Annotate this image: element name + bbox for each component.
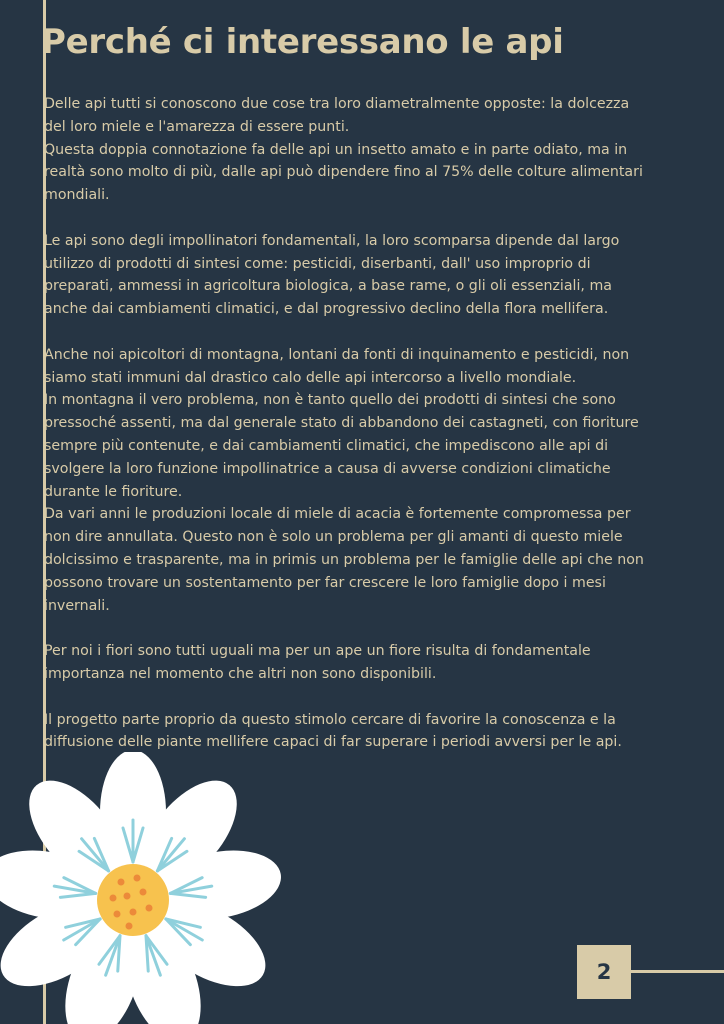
body-text [44,93,644,777]
paragraph-3: Anche noi apicoltori di montagna, lontani da fonti di inquinamento e pesticidi, non siamo stati immuni dal drastico calo delle api intercorso a livello mondiale. In montagna il vero problema, non è tanto quello dei prodotti di sintesi che sono pressoché assenti, ma dal generale stato di abbandono dei castagneti, con fioriture sempre più contenute, e dai cambiamenti climatici, che impediscono alle api di svolgere la loro funzione impollinatrice a causa di avverse condizioni climatiche durante le fioriture. Da vari anni le produzioni locale di miele di acacia è fortemente compromessa per non dire annullata. Questo non è solo un problema per gli amanti di questo miele dolcissimo e trasparente, ma in primis un problema per le famiglie delle api che non possono trovare un sostentamento per far crescere le loro famiglie dopo i mesi invernali. [44,346,644,614]
paragraph-5: Il progetto parte proprio da questo stimolo cercare di favorire la conoscenza e la diffusione delle piante mellifere capaci di far superare i periodi avversi per le api. [44,711,622,751]
page-number-line [631,970,724,973]
page-number: 2 [596,960,612,984]
paragraph-4: Per noi i fiori sono tutti uguali ma per un ape un fiore risulta di fondamentale importanza nel momento che altri non sono disponibili. [44,643,591,682]
page-title: Perché ci interessano le api [41,22,564,62]
paragraph-2: Le api sono degli impollinatori fondamentali, la loro scomparsa dipende dal largo utilizzo di prodotti di sintesi come: pesticidi, diserbanti, dall' uso improprio di preparati, ammessi in agricoltura biologica, a base rame, o gli oli essenziali, ma anche dai cambiamenti climatici, e dal progressivo declino della flora mellifera. [44,232,620,318]
daisy-flower-icon [0,752,285,1024]
page-number-badge [577,945,631,999]
paragraph-1: Delle api tutti si conoscono due cose tra loro diametralmente opposte: la dolcezza del loro miele e l'amarezza di essere punti. Questa doppia connotazione fa delle api un insetto amato e in parte odiato, ma in realtà sono molto di più, dalle api può dipendere fino al 75% delle colture alimentari mondiali. [44,96,643,204]
